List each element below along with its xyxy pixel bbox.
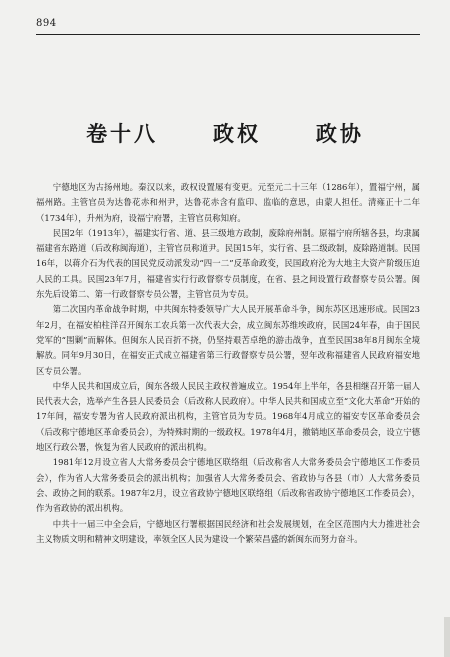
paragraph: 民国2年（1913年），福建实行省、道、县三级地方政制，废除府州制。原福宁府所辖各县，均隶属福建省东路道（后改称闽海道），主管官员称道尹。民国15年，实行省、县二级政制，废除路道制。民国16年，以蒋介石为代表的国民党反动派发动“四一二”反革命政变，民国政府沦为大地主大资产阶级压迫人民的工具。民国23年7月，福建省实行行政督察专员制度，在省、县之间设置行政督察专员公署。闽东先后设第二、第一行政督察专员公署，主管官员为专员。: [36, 227, 420, 300]
page-edge-shadow: [444, 617, 450, 657]
chapter-title: 卷十八 政权 政协: [86, 121, 364, 146]
paragraph: 宁德地区为古扬州地。秦汉以来，政权设置屡有变更。元至元二十三年（1286年），置福宁州，属福州路。主管官员为达鲁花赤和州尹，达鲁花赤含有监印、监临的意思，由蒙人担任。清雍正十二年（1734年），升州为府，设福宁府署，主管官员称知府。: [36, 182, 420, 223]
body-text: [36, 180, 420, 547]
paragraph: 中华人民共和国成立后，闽东各级人民民主政权普遍成立。1954年上半年，各县相继召开第一届人民代表大会，选举产生各县人民委员会（后改称人民政府）。中华人民共和国成立至“文化大革命”开始的17年间，福安专署为省人民政府派出机构，主管官员为专员。1968年4月成立的福安专区革命委员会（后改称宁德地区革命委员会），为特殊时期的一级政权。1978年4月，撤销地区革命委员会，设立宁德地区行政公署，恢复为省人民政府的派出机构。: [36, 380, 420, 453]
page-number: 894: [36, 18, 57, 29]
header-rule: [36, 34, 420, 35]
paragraph: 第二次国内革命战争时期，中共闽东特委领导广大人民开展革命斗争，闽东苏区迅速形成。民国23年2月，在福安柏柱洋召开闽东工农兵第一次代表大会，成立闽东苏维埃政府，民国24年春，由于国民党军的“围剿”而解体。但闽东人民百折不挠，仍坚持艰苦卓绝的游击战争，直至民国38年8月闽东全境解放。同年9月30日，在福安正式成立福建省第三行政督察专员公署，翌年改称福建省人民政府福安地区专员公署。: [36, 304, 420, 376]
paragraph: 1981年12月设立省人大常务委员会宁德地区联络组（后改称省人大常务委员会宁德地区工作委员会），作为省人大常务委员会的派出机构；加强省人大常务委员会、省政协与各县（市）人大常务委员会、政协之间的联系。1987年2月，设立省政协宁德地区联络组（后改称省政协宁德地区工作委员会），作为省政协的派出机构。: [36, 457, 420, 514]
paragraph: 中共十一届三中全会后，宁德地区行署根据国民经济和社会发展规划，在全区范围内大力推进社会主义物质文明和精神文明建设，率领全区人民为建设一个繁荣昌盛的新闽东而努力奋斗。: [36, 518, 420, 544]
